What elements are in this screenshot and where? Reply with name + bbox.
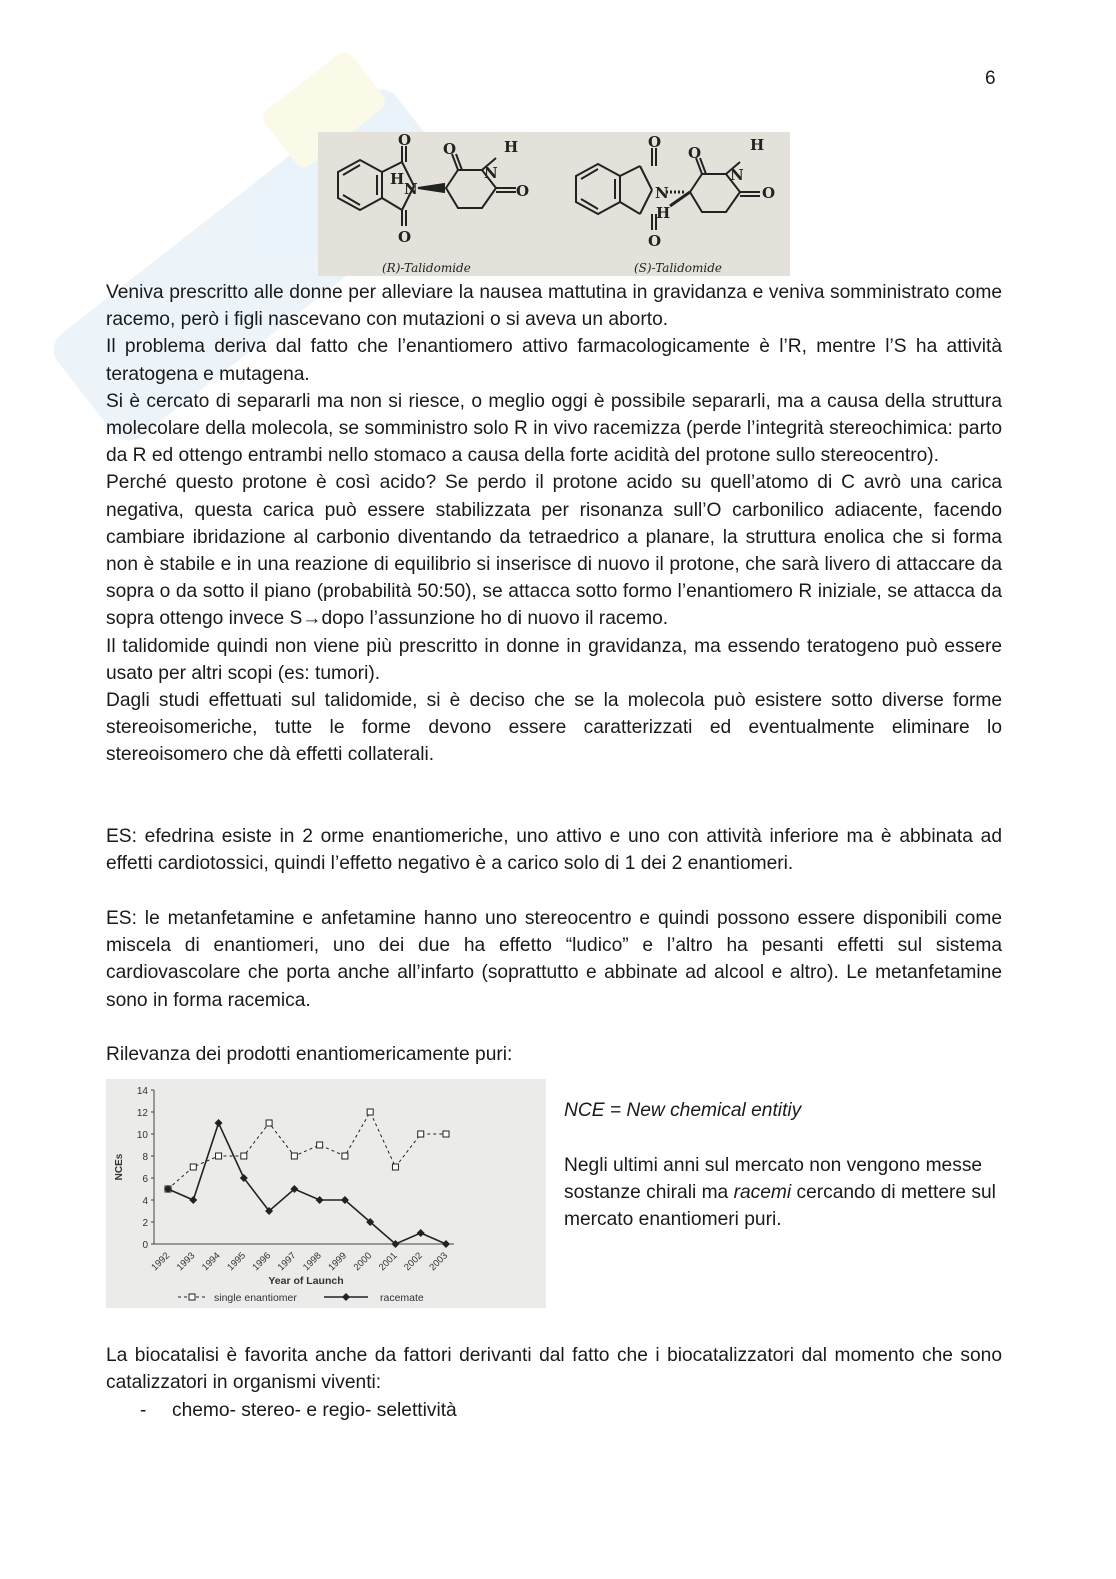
x-tick-label: 2003 — [427, 1250, 451, 1274]
data-point-single-enantiomer — [418, 1131, 424, 1137]
y-tick-label: 4 — [142, 1196, 148, 1207]
main-text-block — [106, 279, 1002, 769]
y-tick-label: 2 — [142, 1218, 148, 1229]
legend-label-single: single enantiomer — [214, 1292, 297, 1304]
nce-chart — [106, 1079, 546, 1308]
x-tick-label: 1993 — [174, 1250, 198, 1274]
data-point-racemate — [189, 1196, 197, 1204]
s-atom-o-right: O — [762, 184, 776, 202]
r-wedge-bond — [418, 184, 444, 192]
s-benzene-ring — [576, 164, 620, 214]
chart-intro — [106, 1041, 1002, 1068]
r-caption: (R)-Talidomide — [382, 261, 471, 275]
paragraph: ES: le metanfetamine e anfetamine hanno uno stereocentro e quindi possono essere disponibili come miscela di enantiomeri, uno dei due ha effetto “ludico” e l’altro ha pesanti effetti sul sistema cardiovascolare che porta anche all’infarto (soprattutto e abbinate ad alcool e altro). Le metanfetamine sono in forma racemica. — [106, 908, 1002, 1011]
data-point-single-enantiomer — [291, 1153, 297, 1159]
nce-definition: NCE = New chemical entitiy — [564, 1100, 802, 1121]
r-atom-o-ring: O — [443, 140, 457, 158]
paragraph: Il problema deriva dal fatto che l’enantiomero attivo farmacologicamente è l’R, mentre l’S ha attività teratogena e mutagena. — [106, 336, 1002, 385]
r-atom-h: H — [390, 170, 405, 188]
s-atom-n: N — [655, 184, 669, 202]
series-line — [168, 1123, 446, 1244]
paragraph: Si è cercato di separarli ma non si riesce, o meglio oggi è possibile separarli, ma a causa della struttura molecolare della molecola, se somministro solo R in vivo racemizza (perde l’integrità stereochimica: parto da R ed ottengo entrambi nello stomaco a causa della forte acidità del protone sullo stereocentro). — [106, 390, 1002, 467]
data-point-single-enantiomer — [342, 1153, 348, 1159]
data-point-racemate — [442, 1240, 450, 1248]
r-atom-h-ring: H — [504, 138, 519, 156]
x-tick-label: 2002 — [402, 1250, 425, 1274]
paragraph: Dagli studi effettuati sul talidomide, si è deciso che se la molecola può esistere sotto diverse forme stereoisomeriche, tutte le forme devono essere caratterizzati ed eventualmente eliminare lo stereoisomero che dà effetti collaterali. — [106, 690, 1002, 766]
paragraph: Perché questo protone è così acido? Se perdo il protone acido su quell’atomo di C avrò una carica negativa, questa carica può essere stabilizzata per risonanza sull’O carbonilico adiacente, facendo cambiare ibridazione al carbonio diventando da tetraedrico a planare, la struttura enolica che si forma non è stabile e in una reazione di equilibrio si inserisce di nuovo il protone, che sarà livero di attaccare da sopra o da sotto il piano (probabilità 50:50), se attacca sotto formo l’enantiomero R iniziale, se attacca da sopra ottengo invece S→dopo l’assunzione ho di nuovo il racemo. — [106, 472, 1002, 630]
s-atom-o-bottom: O — [648, 232, 662, 250]
paragraph: ES: efedrina esiste in 2 orme enantiomeriche, uno attivo e uno con attività inferiore ma è abbinata ad effetti cardiotossici, quindi l’effetto negativo è a carico solo di 1 dei 2 enantiomeri. — [106, 826, 1002, 875]
x-tick-label: 1992 — [149, 1250, 173, 1274]
example-metanfetamine — [106, 905, 1002, 1014]
data-point-single-enantiomer — [216, 1153, 222, 1159]
s-atom-o-ring: O — [688, 144, 702, 162]
bullet-list — [106, 1397, 457, 1424]
paragraph: Il talidomide quindi non viene più prescritto in donne in gravidanza, ma essendo teratogeno può essere usato per altri scopi (es: tumori). — [106, 635, 1002, 684]
list-item-text: chemo- stereo- e regio- selettività — [172, 1400, 457, 1421]
list-item — [106, 1397, 457, 1424]
s-atom-h: H — [656, 204, 671, 222]
x-tick-label: 2001 — [376, 1250, 400, 1274]
closing-paragraph — [106, 1342, 1002, 1396]
y-tick-label: 8 — [142, 1152, 148, 1163]
data-point-single-enantiomer — [367, 1109, 373, 1115]
r-atom-o-right: O — [516, 182, 530, 200]
nce-text-before: Negli ultimi anni sul mercato non vengono messe sostanze chirali ma — [564, 1155, 983, 1204]
paragraph: La biocatalisi è favorita anche da fattori derivanti dal fatto che i biocatalizzatori dal momento che sono catalizzatori in organismi viventi: — [106, 1345, 1002, 1394]
r-atom-o-bottom: O — [398, 228, 412, 246]
nce-chart-svg — [106, 1079, 546, 1308]
data-point-single-enantiomer — [317, 1142, 323, 1148]
thalidomide-structures-figure — [318, 132, 790, 276]
s-atom-o-top: O — [648, 133, 662, 151]
r-atom-o-top: O — [398, 132, 412, 149]
nce-explanation — [564, 1152, 1004, 1234]
y-tick-label: 12 — [136, 1108, 148, 1119]
s-atom-h-ring: H — [750, 136, 765, 154]
page-number: 6 — [985, 68, 996, 89]
thalidomide-structures-svg — [318, 132, 790, 276]
data-point-single-enantiomer — [443, 1131, 449, 1137]
y-tick-label: 0 — [142, 1240, 148, 1251]
list-bullet: - — [140, 1400, 147, 1421]
y-axis-label: NCEs — [114, 1153, 125, 1181]
r-atom-n: N — [404, 180, 418, 198]
nce-text-italic: racemi — [733, 1182, 792, 1204]
r-benzene-ring — [338, 160, 382, 210]
y-tick-label: 14 — [136, 1086, 148, 1097]
legend-label-racemate: racemate — [380, 1292, 424, 1304]
nce-text-after: cercando di mettere sul mercato enantiomeri puri. — [564, 1182, 996, 1231]
legend-marker-racemate — [342, 1293, 350, 1301]
paragraph: Veniva prescritto alle donne per alleviare la nausea mattutina in gravidanza e veniva somministrato come racemo, però i figli nascevano con mutazioni o si aveva un aborto. — [106, 282, 1002, 331]
s-atom-n-ring: N — [730, 166, 744, 184]
x-tick-label: 1997 — [275, 1250, 299, 1274]
x-tick-label: 1996 — [250, 1250, 274, 1274]
data-point-racemate — [417, 1229, 425, 1237]
example-efedrina — [106, 823, 1002, 877]
x-tick-label: 1994 — [199, 1250, 223, 1274]
data-point-single-enantiomer — [266, 1120, 272, 1126]
x-tick-label: 1995 — [225, 1250, 248, 1274]
x-tick-label: 1999 — [326, 1250, 350, 1274]
legend-marker-single — [189, 1294, 195, 1300]
y-tick-label: 10 — [136, 1130, 148, 1141]
data-point-racemate — [215, 1119, 223, 1127]
data-point-single-enantiomer — [190, 1164, 196, 1170]
x-axis-label: Year of Launch — [268, 1275, 344, 1287]
data-point-single-enantiomer — [392, 1164, 398, 1170]
x-tick-label: 2000 — [351, 1250, 375, 1274]
r-atom-n-ring: N — [484, 164, 498, 182]
s-caption: (S)-Talidomide — [634, 261, 723, 275]
data-point-single-enantiomer — [241, 1153, 247, 1159]
y-tick-label: 6 — [142, 1174, 148, 1185]
x-tick-label: 1998 — [301, 1250, 324, 1274]
data-point-racemate — [316, 1196, 324, 1204]
paragraph: Rilevanza dei prodotti enantiomericamente puri: — [106, 1044, 513, 1065]
